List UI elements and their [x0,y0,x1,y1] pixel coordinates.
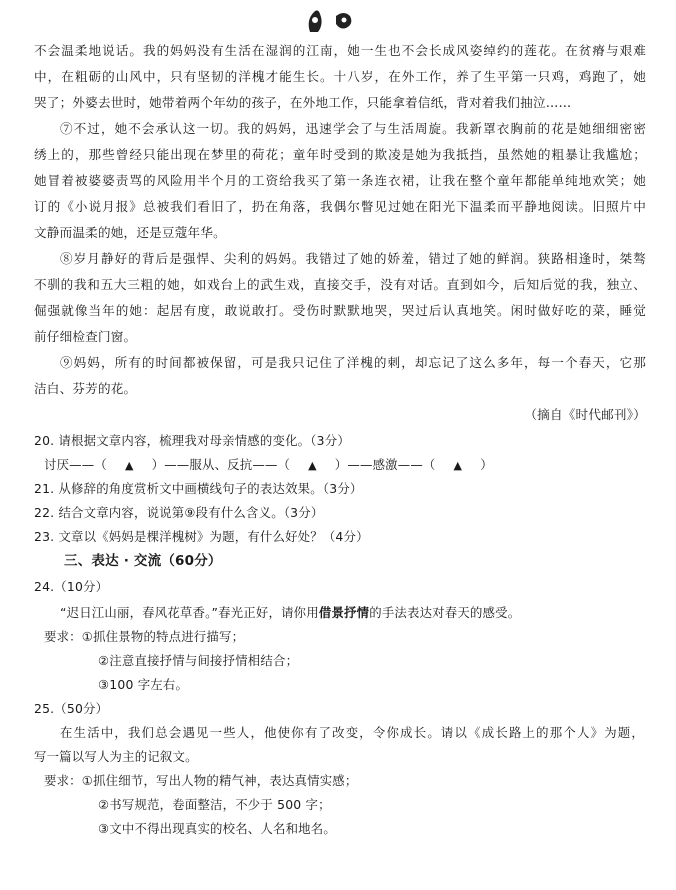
question-22: 22. 结合文章内容，说说第⑨段有什么含义。（3分） [34,505,324,520]
passage-line: 哭了；外婆去世时，她带着两个年幼的孩子，在外地工作，只能拿着信纸，背对着我们抽泣…… [34,95,572,110]
q24-prompt-post: 的手法表达对春天的感受。 [369,605,521,620]
paragraph-8-line: ⑧岁月静好的背后是强悍、尖利的妈妈。我错过了她的娇羞，错过了她的鲜润。狭路相逢时，桀骜 [60,251,646,266]
q25-prompt-line-1: 在生活中，我们总会遇见一些人，他使你有了改变，令你成长。请以《成长路上的那个人》为题， [60,725,644,740]
passage-line: 不会温柔地说话。我的妈妈没有生活在湿润的江南，她一生也不会长成风姿绰约的莲花。在贫瘠与艰难 [34,43,646,58]
question-24-prompt [60,604,672,622]
source-citation: （摘自《时代邮刊》） [524,407,646,422]
question-25-label: 25.（50分） [34,701,109,716]
question-20: 20. 请根据文章内容，梳理我对母亲情感的变化。（3分） [34,433,350,448]
question-24-label: 24.（10分） [34,579,109,594]
question-23: 23. 文章以《妈妈是棵洋槐树》为题，有什么好处？（4分） [34,529,369,544]
q25-prompt-line-2: 写一篇以写人为主的记叙文。 [34,749,198,764]
paragraph-9-line: 洁白、芬芳的花。 [34,381,137,396]
q25-requirement-1: 要求：①抓住细节，写出人物的精气神，表达真情实感； [44,773,358,788]
q24-requirement-1: 要求：①抓住景物的特点进行描写； [44,629,245,644]
blank-marker: ▲ [124,459,134,472]
paragraph-7-line: 她冒着被婆婆责骂的风险用半个月的工资给我买了第一条连衣裙，让我在整个童年都能单纯地欢笑；她 [34,173,646,188]
chain-part-a: 讨厌——（ [44,457,107,472]
q24-requirement-2: ②注意直接抒情与间接抒情相结合； [98,653,299,668]
paragraph-8-line: 前仔细检查门窗。 [34,329,137,344]
question-20-chain [44,456,656,475]
paragraph-9-line: ⑨妈妈，所有的时间都被保留，可是我只记住了洋槐的刺，却忘记了这么多年，每一个春天，它那 [60,355,646,370]
q25-requirement-3: ③文中不得出现真实的校名、人名和地名。 [98,821,336,836]
question-21: 21. 从修辞的角度赏析文中画横线句子的表达效果。（3分） [34,481,363,496]
paragraph-7-line: 绣上的，那些曾经只能出现在梦里的荷花；童年时受到的欺凌是她为我抵挡，虽然她的粗暴让我尴尬； [34,147,646,162]
paragraph-8-line: 不驯的我和五大三粗的她，如戏台上的武生戏，直接交手，没有对话。直到如今，后知后觉的我，独立、 [34,277,646,292]
paragraph-7-line: 订的《小说月报》总被我们看旧了，扔在角落，我偶尔瞥见过她在阳光下温柔而平静地阅读。旧照片中 [34,199,646,214]
q24-prompt-pre: “迟日江山丽，春风花草香。”春光正好，请你用 [60,605,319,620]
chain-part-c: ）——感激——（ [334,457,436,472]
q25-requirement-2: ②书写规范，卷面整洁，不少于 500 字； [98,797,331,812]
paragraph-8-line: 倔强就像当年的她：起居有度，敢说敢打。受伤时默默地哭，哭过后认真地笑。闲时做好吃的菜，睡觉 [34,303,646,318]
q24-prompt-emphasis: 借景抒情 [318,605,370,620]
ink-blot-mark [300,6,360,36]
paragraph-7-line: 文静而温柔的她，还是豆蔻年华。 [34,225,226,240]
chain-part-d: ） [480,457,493,472]
passage-line: 中，在粗砺的山风中，只有坚韧的洋槐才能生长。十八岁，在外工作，养了生平第一只鸡，鸡跑了，她 [34,69,646,84]
blank-marker: ▲ [308,459,317,472]
paragraph-7-line: ⑦不过，她不会承认这一切。我的妈妈，迅速学会了与生活周旋。我新罩衣胸前的花是她细细密密 [60,121,646,136]
chain-part-b: ）——服从、反抗——（ [151,457,291,472]
section-3-heading: 三、表达 · 交流（60分） [64,553,222,569]
blank-marker: ▲ [453,459,463,472]
q24-requirement-3: ③100 字左右。 [98,677,189,692]
